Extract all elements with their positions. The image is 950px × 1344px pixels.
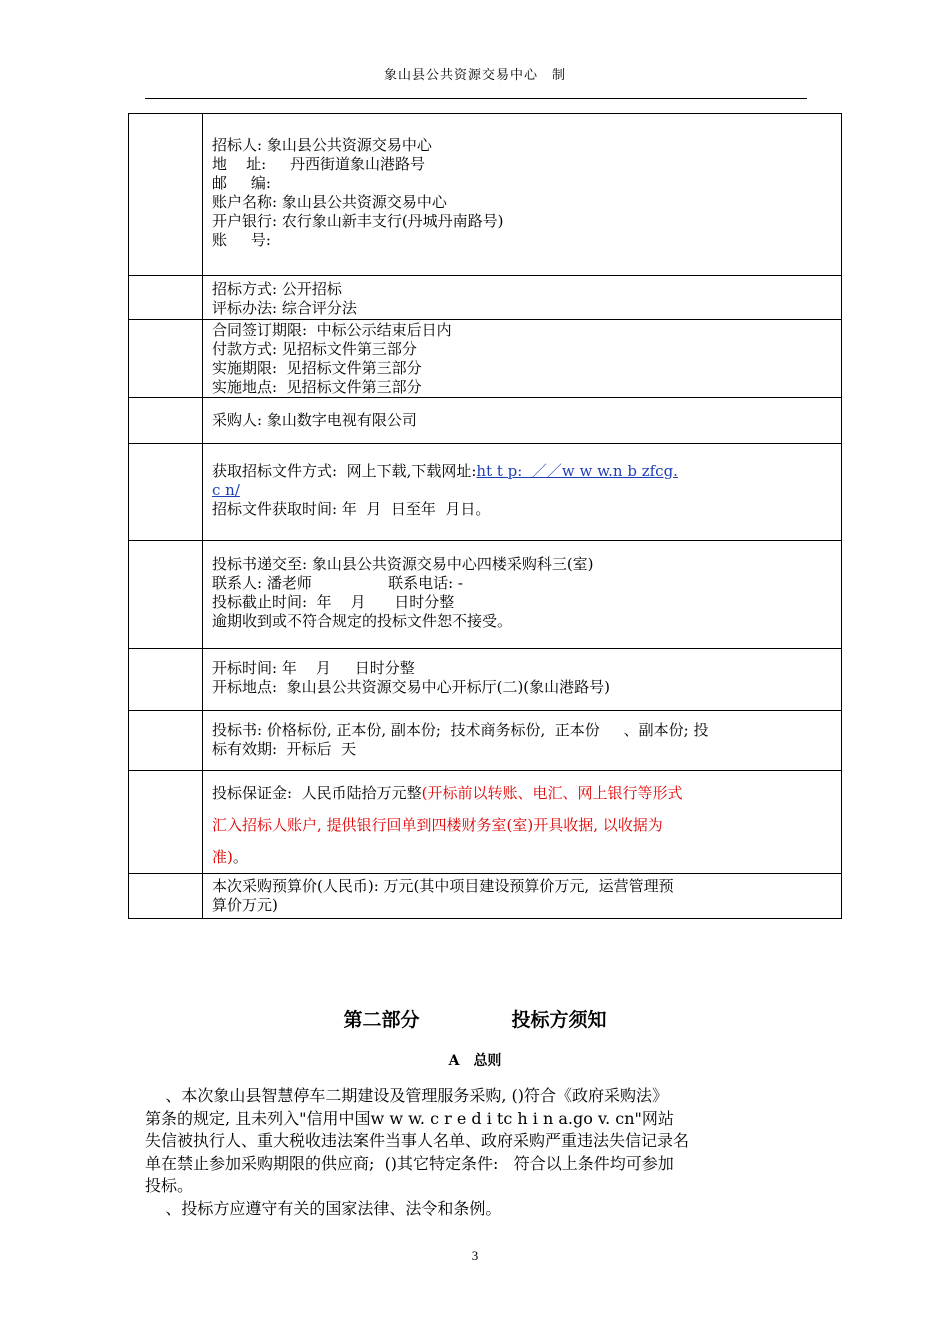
bid-copies: 投标书: 价格标份, 正本份, 副本份; 技术商务标份, 正本份 、副本份; 投 — [212, 721, 709, 739]
submission-location: 投标书递交至: 象山县公共资源交易中心四楼采购科三(室) — [212, 555, 594, 573]
tenderer: 招标人: 象山县公共资源交易中心 — [212, 136, 432, 154]
paragraph-line: 投标。 — [145, 1176, 194, 1195]
bid-deadline: 投标截止时间: 年 月 日时分整 — [212, 593, 455, 611]
subsection-letter: A — [448, 1053, 460, 1069]
document-acquisition-cell — [203, 444, 842, 541]
opening-location: 开标地点: 象山县公共资源交易中心开标厅(二)(象山港路号) — [212, 678, 611, 696]
acquisition-time: 招标文件获取时间: 年 月 日至年 月日。 — [212, 500, 491, 518]
body-text — [145, 1085, 810, 1220]
account-name: 账户名称: 象山县公共资源交易中心 — [212, 193, 447, 211]
bid-bond-amount: 投标保证金: 人民币陆拾万元整 — [212, 784, 422, 802]
evaluation-method: 评标办法: 综合评分法 — [212, 299, 357, 317]
tender-method-cell — [203, 276, 842, 320]
postcode: 邮 编: — [212, 174, 271, 192]
table-row — [129, 874, 842, 919]
contract-deadline: 合同签订期限: 中标公示结束后日内 — [212, 321, 452, 339]
bid-opening-cell — [203, 649, 842, 711]
tender-contact-cell — [203, 114, 842, 276]
section-part: 第二部分 — [343, 1009, 420, 1031]
paragraph-line: 、本次象山县智慧停车二期建设及管理服务采购, ()符合《政府采购法》 — [145, 1086, 669, 1105]
page-header — [0, 64, 950, 83]
page-number: 3 — [471, 1248, 479, 1263]
download-link[interactable]: ht t p: ／／w w w.n b zfcg. — [476, 462, 678, 480]
opening-time: 开标时间: 年 月 日时分整 — [212, 659, 415, 677]
bid-bond-terms: (开标前以转账、电汇、网上银行等形式 — [421, 784, 683, 802]
late-bid-notice: 逾期收到或不符合规定的投标文件恕不接受。 — [212, 612, 513, 630]
table-row — [129, 711, 842, 771]
header-mark: 制 — [552, 68, 567, 83]
table-row — [129, 444, 842, 541]
table-row — [129, 320, 842, 398]
paragraph-line: 、投标方应遵守有关的国家法律、法令和条例。 — [145, 1198, 502, 1218]
subsection-title: 总则 — [473, 1053, 502, 1069]
header-org: 象山县公共资源交易中心 — [383, 68, 538, 83]
table-row — [129, 276, 842, 320]
address: 地 址: 丹西街道象山港路号 — [212, 155, 425, 173]
account-number: 账 号: — [212, 231, 271, 249]
implementation-location: 实施地点: 见招标文件第三部分 — [212, 378, 422, 396]
payment-method: 付款方式: 见招标文件第三部分 — [212, 340, 417, 358]
section-heading — [0, 1005, 950, 1032]
bid-bond-terms-continued: 汇入招标人账户, 提供银行回单到四楼财务室(室)开具收据, 以收据为 — [212, 816, 663, 834]
budget-continued: 算价万元) — [212, 896, 278, 914]
budget-cell — [203, 874, 842, 919]
paragraph-line: 单在禁止参加采购期限的供应商; ()其它特定条件: 符合以上条件均可参加 — [145, 1153, 674, 1173]
table-row — [129, 649, 842, 711]
bid-bond-terms-end: 准) — [212, 848, 233, 866]
purchaser: 采购人: 象山数字电视有限公司 — [212, 411, 417, 429]
table-row — [129, 398, 842, 444]
budget: 本次采购预算价(人民币): 万元(其中项目建设预算价万元, 运营管理预 — [212, 877, 674, 895]
subsection-heading — [0, 1050, 950, 1070]
bid-documents-cell — [203, 711, 842, 771]
tender-method: 招标方式: 公开招标 — [212, 280, 342, 298]
bid-submission-cell — [203, 541, 842, 649]
tender-info-table — [128, 113, 842, 919]
table-row — [129, 541, 842, 649]
acquisition-method: 获取招标文件方式: 网上下载,下载网址: — [212, 462, 477, 480]
bid-validity: 标有效期: 开标后 天 — [212, 740, 357, 758]
bid-bond-cell — [203, 771, 842, 874]
paragraph-line: 第条的规定, 且未列入"信用中国w w w. c r e d i tc h i n a.go v. cn"网站 — [145, 1108, 674, 1128]
bid-bond-period: 。 — [232, 848, 248, 866]
table-row — [129, 771, 842, 874]
bank: 开户银行: 农行象山新丰支行(丹城丹南路号) — [212, 212, 504, 230]
purchaser-cell — [203, 398, 842, 444]
contract-terms-cell — [203, 320, 842, 398]
header-rule — [145, 98, 807, 99]
paragraph-line: 失信被执行人、重大税收违法案件当事人名单、政府采购严重违法失信记录名 — [145, 1131, 690, 1150]
implementation-period: 实施期限: 见招标文件第三部分 — [212, 359, 422, 377]
contact-person: 联系人: 潘老师 联系电话: - — [212, 574, 464, 592]
section-title: 投标方须知 — [511, 1009, 607, 1031]
table-row — [129, 114, 842, 276]
download-link-continued[interactable]: c n/ — [212, 481, 240, 499]
